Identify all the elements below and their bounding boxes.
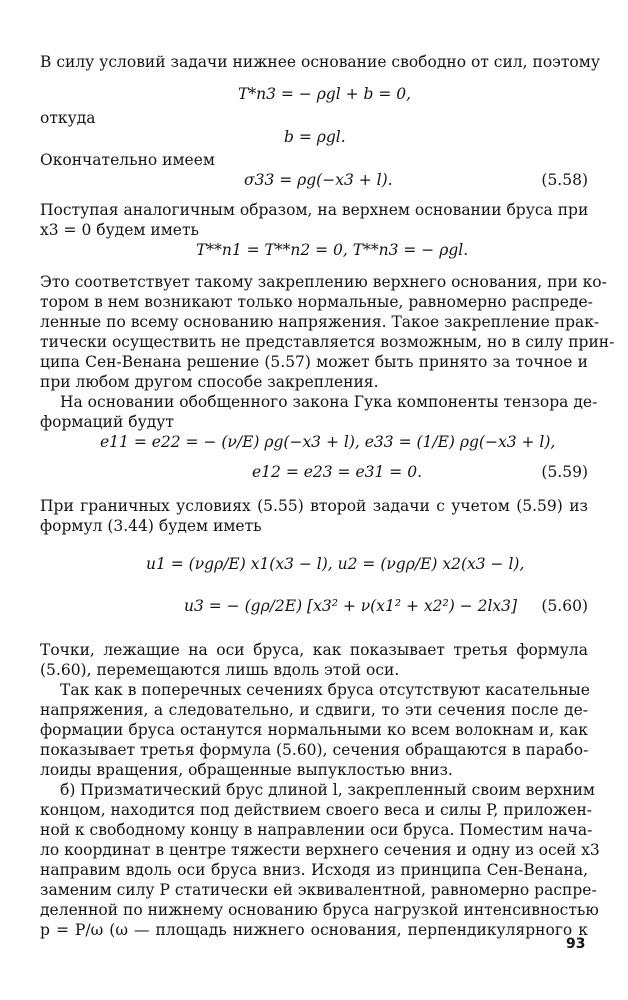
- text-line: показывает третья формула (5.60), сечения обращаются в парабо-: [40, 741, 589, 759]
- formula-boundary-upper: T**n1 = T**n2 = 0, T**n3 = − ρgl.: [196, 241, 469, 259]
- text-line: концом, находится под действием своего веса и силы P, приложен-: [40, 801, 593, 819]
- text-line: формации бруса останутся нормальными ко всем волокнам и, как: [40, 721, 588, 739]
- text-line: Так как в поперечных сечениях бруса отсутствуют касательные: [60, 681, 590, 699]
- formula-displacements-u1-u2: u1 = (νgρ/E) x1(x3 − l), u2 = (νgρ/E) x2(x3 − l),: [146, 555, 525, 573]
- text-line: Окончательно имеем: [40, 151, 215, 169]
- text-line: б) Призматический брус длиной l, закрепленный своим верхним: [60, 781, 595, 799]
- text-line: p = P/ω (ω — площадь нижнего основания, перпендикулярного к: [40, 921, 588, 939]
- text-line: Точки, лежащие на оси бруса, как показывает третья формула: [40, 641, 588, 659]
- formula-strains: e11 = e22 = − (ν/E) ρg(−x3 + l), e33 = (1/E) ρg(−x3 + l),: [100, 433, 556, 451]
- text-line: деленной по нижнему основанию бруса нагрузкой интенсивностью: [40, 901, 599, 919]
- text-line: ленные по всему основанию напряжения. Такое закрепление прак-: [40, 313, 600, 331]
- text-line: при любом другом способе закрепления.: [40, 373, 379, 391]
- equation-number: (5.60): [541, 597, 588, 615]
- page-number: 93: [566, 936, 586, 952]
- text-line: ной к свободному концу в направлении оси бруса. Поместим нача-: [40, 821, 593, 839]
- text-line: x3 = 0 будем иметь: [40, 221, 199, 239]
- text-line: откуда: [40, 109, 96, 127]
- formula-b: b = ρgl.: [284, 128, 346, 146]
- equation-number: (5.58): [541, 171, 588, 189]
- text-line: ципа Сен-Венана решение (5.57) может быть принято за точное и: [40, 353, 588, 371]
- formula-stress-5-58: σ33 = ρg(−x3 + l).: [244, 171, 393, 189]
- text-line: ло координат в центре тяжести верхнего сечения и одну из осей x3: [40, 841, 600, 859]
- text-line: (5.60), перемещаются лишь вдоль этой оси.: [40, 661, 400, 679]
- formula-text: T*n3 = − ρgl + b = 0,: [238, 85, 412, 103]
- text-line: На основании обобщенного закона Гука компоненты тензора де-: [60, 393, 598, 411]
- text-line: лоиды вращения, обращенные выпуклостью вниз.: [40, 761, 453, 779]
- text-line: тически осуществить не представляется возможным, но в силу прин-: [40, 333, 615, 351]
- formula-shear-strains: e12 = e23 = e31 = 0.: [252, 463, 423, 481]
- text-line: направим вдоль оси бруса вниз. Исходя из принципа Сен-Венана,: [40, 861, 588, 879]
- formula-boundary-lower: [238, 84, 411, 104]
- text-line: заменим силу P статически ей эквивалентной, равномерно распре-: [40, 881, 597, 899]
- text-line: Поступая аналогичным образом, на верхнем основании бруса при: [40, 201, 589, 219]
- text-line: Это соответствует такому закреплению верхнего основания, при ко-: [40, 273, 607, 291]
- formula-displacement-u3: u3 = − (gρ/2E) [x3² + ν(x1² + x2²) − 2lx3]: [184, 597, 518, 615]
- text-line: При граничных условиях (5.55) второй задачи с учетом (5.59) из: [40, 497, 588, 515]
- text-line: тором в нем возникают только нормальные, равномерно распреде-: [40, 293, 593, 311]
- equation-number: (5.59): [541, 463, 588, 481]
- text-line: напряжения, а следовательно, и сдвиги, то эти сечения после де-: [40, 701, 588, 719]
- text-line: формаций будут: [40, 413, 174, 431]
- text-line: формул (3.44) будем иметь: [40, 517, 262, 535]
- text-line: В силу условий задачи нижнее основание свободно от сил, поэтому: [40, 53, 600, 71]
